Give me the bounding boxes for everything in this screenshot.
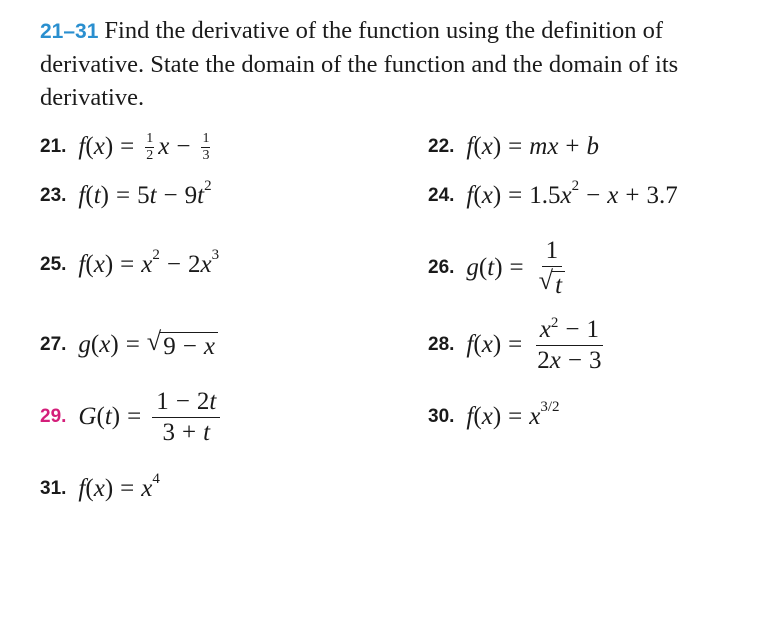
fraction: $\frac{1}{2}$ [146, 131, 154, 163]
problem-27 [40, 320, 218, 370]
problem-expression: g ( t ) = 1 √ t [466, 237, 573, 299]
problem-number: 22. [428, 136, 455, 157]
fraction: $\frac{x^2 - 1}{2x - 3}$ [537, 315, 602, 374]
problem-expression: f ( x ) = m x + b [466, 133, 600, 160]
problem-expression: G ( t ) = $\frac{1 - 2t}{3 + t}$ [78, 388, 224, 446]
problem-number: 29. [40, 406, 67, 427]
fraction: $\frac{1}{3}$ [202, 131, 210, 163]
problem-expression: f ( x ) = 1.5 x $^2$ − x + 3.7 [466, 177, 678, 209]
problem-26 [428, 237, 573, 299]
instruction-text: Find the derivative of the function using the definition of derivative. State the domain of the function and the domain of its derivative. [40, 17, 679, 111]
problem-expression: f ( x ) = $\frac{x^2 - 1}{2x - 3}$ [466, 316, 609, 374]
problem-23 [40, 171, 212, 221]
problem-number: 21. [40, 136, 67, 157]
problem-29 [40, 385, 224, 449]
problem-number: 24. [428, 185, 455, 206]
problem-number: 27. [40, 334, 67, 355]
problem-expression: f ( x ) = x $^2$ − 2 x $^3$ [78, 246, 220, 278]
problem-expression: f ( x ) = x $^4$ [78, 470, 160, 502]
problem-expression: f ( x ) = x $^{3/2}$ [466, 398, 560, 430]
fraction: 1 √ t [535, 237, 569, 299]
square-root: √ 9 − x [147, 329, 218, 361]
problem-21 [40, 122, 214, 172]
problem-expression: g ( x ) = √ 9 − x [78, 329, 218, 361]
problem-number: 23. [40, 185, 67, 206]
problem-22 [428, 122, 599, 172]
instruction-block [40, 14, 740, 114]
problem-number: 26. [428, 257, 455, 278]
problem-expression: f ( t ) = 5 t − 9 t $^2$ [78, 177, 212, 209]
problem-expression: f ( x ) = $\frac{1}{2}$ x − $\frac{1}{3}$ [78, 131, 210, 163]
problem-28 [428, 313, 609, 377]
square-root: √ t [539, 268, 565, 300]
problem-number: 25. [40, 254, 67, 275]
problem-number: 28. [428, 334, 455, 355]
problem-24 [428, 171, 678, 221]
problem-number: 31. [40, 478, 67, 499]
problem-25 [40, 240, 219, 290]
fraction: $\frac{1 - 2t}{3 + t}$ [152, 388, 220, 446]
problem-30 [428, 392, 560, 442]
problem-range: 21–31 [40, 20, 99, 43]
problem-number: 30. [428, 406, 455, 427]
problem-31 [40, 464, 160, 514]
